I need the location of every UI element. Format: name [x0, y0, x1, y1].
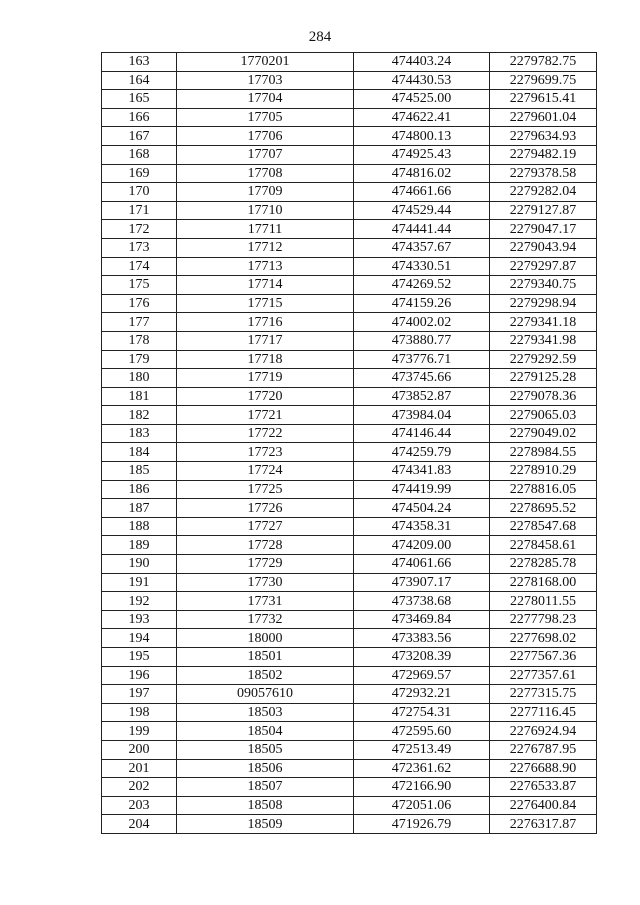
y-coordinate-cell: 2279482.19: [490, 145, 597, 164]
table-row: [102, 183, 597, 202]
row-number-cell: 180: [102, 369, 177, 388]
row-number-cell: 165: [102, 90, 177, 109]
x-coordinate-cell: 474330.51: [354, 257, 490, 276]
point-id-cell: 09057610: [177, 685, 354, 704]
table-row: [102, 648, 597, 667]
table-row: [102, 53, 597, 72]
point-id-cell: 17724: [177, 462, 354, 481]
y-coordinate-cell: 2279601.04: [490, 108, 597, 127]
row-number-cell: 203: [102, 796, 177, 815]
point-id-cell: 17725: [177, 480, 354, 499]
table-row: [102, 108, 597, 127]
point-id-cell: 17704: [177, 90, 354, 109]
row-number-cell: 193: [102, 610, 177, 629]
y-coordinate-cell: 2278168.00: [490, 573, 597, 592]
row-number-cell: 168: [102, 145, 177, 164]
x-coordinate-cell: 472051.06: [354, 796, 490, 815]
y-coordinate-cell: 2276924.94: [490, 722, 597, 741]
x-coordinate-cell: 474269.52: [354, 276, 490, 295]
row-number-cell: 169: [102, 164, 177, 183]
row-number-cell: 174: [102, 257, 177, 276]
y-coordinate-cell: 2279078.36: [490, 387, 597, 406]
y-coordinate-cell: 2279699.75: [490, 71, 597, 90]
table-row: [102, 90, 597, 109]
table-row: [102, 462, 597, 481]
table-row: [102, 443, 597, 462]
y-coordinate-cell: 2279043.94: [490, 238, 597, 257]
table-row: [102, 480, 597, 499]
x-coordinate-cell: 474002.02: [354, 313, 490, 332]
x-coordinate-cell: 473984.04: [354, 406, 490, 425]
point-id-cell: 18000: [177, 629, 354, 648]
table-row: [102, 71, 597, 90]
row-number-cell: 171: [102, 201, 177, 220]
coordinates-table-body: [102, 53, 597, 834]
table-row: [102, 610, 597, 629]
y-coordinate-cell: 2278816.05: [490, 480, 597, 499]
y-coordinate-cell: 2279292.59: [490, 350, 597, 369]
y-coordinate-cell: 2279282.04: [490, 183, 597, 202]
y-coordinate-cell: 2279634.93: [490, 127, 597, 146]
y-coordinate-cell: 2278695.52: [490, 499, 597, 518]
y-coordinate-cell: 2279340.75: [490, 276, 597, 295]
table-row: [102, 350, 597, 369]
point-id-cell: 17723: [177, 443, 354, 462]
row-number-cell: 195: [102, 648, 177, 667]
row-number-cell: 198: [102, 703, 177, 722]
row-number-cell: 199: [102, 722, 177, 741]
row-number-cell: 166: [102, 108, 177, 127]
point-id-cell: 17714: [177, 276, 354, 295]
point-id-cell: 17721: [177, 406, 354, 425]
row-number-cell: 167: [102, 127, 177, 146]
x-coordinate-cell: 473745.66: [354, 369, 490, 388]
row-number-cell: 181: [102, 387, 177, 406]
row-number-cell: 204: [102, 815, 177, 834]
table-row: [102, 127, 597, 146]
x-coordinate-cell: 474529.44: [354, 201, 490, 220]
table-row: [102, 778, 597, 797]
table-row: [102, 666, 597, 685]
y-coordinate-cell: 2279782.75: [490, 53, 597, 72]
table-row: [102, 740, 597, 759]
y-coordinate-cell: 2278547.68: [490, 517, 597, 536]
point-id-cell: 17707: [177, 145, 354, 164]
y-coordinate-cell: 2279378.58: [490, 164, 597, 183]
row-number-cell: 188: [102, 517, 177, 536]
row-number-cell: 186: [102, 480, 177, 499]
point-id-cell: 17713: [177, 257, 354, 276]
y-coordinate-cell: 2279341.18: [490, 313, 597, 332]
y-coordinate-cell: 2278458.61: [490, 536, 597, 555]
row-number-cell: 196: [102, 666, 177, 685]
x-coordinate-cell: 474622.41: [354, 108, 490, 127]
x-coordinate-cell: 474357.67: [354, 238, 490, 257]
x-coordinate-cell: 472361.62: [354, 759, 490, 778]
point-id-cell: 17727: [177, 517, 354, 536]
row-number-cell: 187: [102, 499, 177, 518]
point-id-cell: 17722: [177, 424, 354, 443]
y-coordinate-cell: 2279125.28: [490, 369, 597, 388]
table-row: [102, 294, 597, 313]
table-row: [102, 573, 597, 592]
x-coordinate-cell: 472754.31: [354, 703, 490, 722]
point-id-cell: 17720: [177, 387, 354, 406]
y-coordinate-cell: 2279049.02: [490, 424, 597, 443]
table-row: [102, 592, 597, 611]
row-number-cell: 197: [102, 685, 177, 704]
point-id-cell: 17711: [177, 220, 354, 239]
y-coordinate-cell: 2279127.87: [490, 201, 597, 220]
row-number-cell: 190: [102, 555, 177, 574]
y-coordinate-cell: 2279615.41: [490, 90, 597, 109]
row-number-cell: 172: [102, 220, 177, 239]
table-row: [102, 759, 597, 778]
row-number-cell: 184: [102, 443, 177, 462]
point-id-cell: 17716: [177, 313, 354, 332]
row-number-cell: 192: [102, 592, 177, 611]
x-coordinate-cell: 474358.31: [354, 517, 490, 536]
row-number-cell: 194: [102, 629, 177, 648]
x-coordinate-cell: 474061.66: [354, 555, 490, 574]
row-number-cell: 182: [102, 406, 177, 425]
x-coordinate-cell: 472166.90: [354, 778, 490, 797]
point-id-cell: 18506: [177, 759, 354, 778]
y-coordinate-cell: 2278011.55: [490, 592, 597, 611]
table-row: [102, 387, 597, 406]
y-coordinate-cell: 2277698.02: [490, 629, 597, 648]
point-id-cell: 17710: [177, 201, 354, 220]
y-coordinate-cell: 2278984.55: [490, 443, 597, 462]
table-row: [102, 703, 597, 722]
y-coordinate-cell: 2277798.23: [490, 610, 597, 629]
x-coordinate-cell: 474403.24: [354, 53, 490, 72]
x-coordinate-cell: 474441.44: [354, 220, 490, 239]
point-id-cell: 17706: [177, 127, 354, 146]
x-coordinate-cell: 473776.71: [354, 350, 490, 369]
x-coordinate-cell: 472932.21: [354, 685, 490, 704]
coordinates-table: [101, 52, 597, 834]
x-coordinate-cell: 473880.77: [354, 331, 490, 350]
table-row: [102, 220, 597, 239]
table-row: [102, 424, 597, 443]
point-id-cell: 17726: [177, 499, 354, 518]
point-id-cell: 17718: [177, 350, 354, 369]
row-number-cell: 179: [102, 350, 177, 369]
x-coordinate-cell: 474259.79: [354, 443, 490, 462]
x-coordinate-cell: 474341.83: [354, 462, 490, 481]
y-coordinate-cell: 2276688.90: [490, 759, 597, 778]
x-coordinate-cell: 473852.87: [354, 387, 490, 406]
row-number-cell: 189: [102, 536, 177, 555]
row-number-cell: 170: [102, 183, 177, 202]
table-row: [102, 499, 597, 518]
x-coordinate-cell: 472969.57: [354, 666, 490, 685]
table-row: [102, 369, 597, 388]
table-row: [102, 722, 597, 741]
y-coordinate-cell: 2276317.87: [490, 815, 597, 834]
row-number-cell: 201: [102, 759, 177, 778]
point-id-cell: 18507: [177, 778, 354, 797]
row-number-cell: 164: [102, 71, 177, 90]
table-row: [102, 331, 597, 350]
table-row: [102, 629, 597, 648]
y-coordinate-cell: 2277357.61: [490, 666, 597, 685]
x-coordinate-cell: 474800.13: [354, 127, 490, 146]
y-coordinate-cell: 2279065.03: [490, 406, 597, 425]
point-id-cell: 17703: [177, 71, 354, 90]
x-coordinate-cell: 473738.68: [354, 592, 490, 611]
y-coordinate-cell: 2277567.36: [490, 648, 597, 667]
y-coordinate-cell: 2278285.78: [490, 555, 597, 574]
row-number-cell: 185: [102, 462, 177, 481]
table-row: [102, 796, 597, 815]
table-row: [102, 145, 597, 164]
x-coordinate-cell: 472595.60: [354, 722, 490, 741]
x-coordinate-cell: 474816.02: [354, 164, 490, 183]
x-coordinate-cell: 474419.99: [354, 480, 490, 499]
point-id-cell: 17730: [177, 573, 354, 592]
point-id-cell: 17729: [177, 555, 354, 574]
table-row: [102, 815, 597, 834]
table-row: [102, 238, 597, 257]
x-coordinate-cell: 474146.44: [354, 424, 490, 443]
y-coordinate-cell: 2279341.98: [490, 331, 597, 350]
row-number-cell: 176: [102, 294, 177, 313]
row-number-cell: 200: [102, 740, 177, 759]
table-row: [102, 536, 597, 555]
point-id-cell: 18505: [177, 740, 354, 759]
point-id-cell: 17731: [177, 592, 354, 611]
point-id-cell: 18509: [177, 815, 354, 834]
point-id-cell: 17717: [177, 331, 354, 350]
table-row: [102, 555, 597, 574]
y-coordinate-cell: 2276787.95: [490, 740, 597, 759]
table-row: [102, 257, 597, 276]
x-coordinate-cell: 473469.84: [354, 610, 490, 629]
table-row: [102, 406, 597, 425]
row-number-cell: 163: [102, 53, 177, 72]
table-row: [102, 276, 597, 295]
page-number: 284: [308, 29, 332, 45]
point-id-cell: 17728: [177, 536, 354, 555]
y-coordinate-cell: 2279298.94: [490, 294, 597, 313]
row-number-cell: 173: [102, 238, 177, 257]
table-row: [102, 685, 597, 704]
y-coordinate-cell: 2276400.84: [490, 796, 597, 815]
x-coordinate-cell: 474504.24: [354, 499, 490, 518]
y-coordinate-cell: 2276533.87: [490, 778, 597, 797]
row-number-cell: 202: [102, 778, 177, 797]
x-coordinate-cell: 471926.79: [354, 815, 490, 834]
y-coordinate-cell: 2277315.75: [490, 685, 597, 704]
table-row: [102, 164, 597, 183]
x-coordinate-cell: 474209.00: [354, 536, 490, 555]
point-id-cell: 17719: [177, 369, 354, 388]
x-coordinate-cell: 474925.43: [354, 145, 490, 164]
row-number-cell: 178: [102, 331, 177, 350]
point-id-cell: 17708: [177, 164, 354, 183]
table-row: [102, 201, 597, 220]
x-coordinate-cell: 473208.39: [354, 648, 490, 667]
row-number-cell: 175: [102, 276, 177, 295]
point-id-cell: 18502: [177, 666, 354, 685]
x-coordinate-cell: 473383.56: [354, 629, 490, 648]
table-row: [102, 313, 597, 332]
x-coordinate-cell: 474430.53: [354, 71, 490, 90]
y-coordinate-cell: 2278910.29: [490, 462, 597, 481]
y-coordinate-cell: 2277116.45: [490, 703, 597, 722]
x-coordinate-cell: 473907.17: [354, 573, 490, 592]
point-id-cell: 17712: [177, 238, 354, 257]
x-coordinate-cell: 472513.49: [354, 740, 490, 759]
y-coordinate-cell: 2279297.87: [490, 257, 597, 276]
x-coordinate-cell: 474159.26: [354, 294, 490, 313]
point-id-cell: 17715: [177, 294, 354, 313]
row-number-cell: 191: [102, 573, 177, 592]
point-id-cell: 1770201: [177, 53, 354, 72]
table-row: [102, 517, 597, 536]
point-id-cell: 17732: [177, 610, 354, 629]
point-id-cell: 18508: [177, 796, 354, 815]
row-number-cell: 177: [102, 313, 177, 332]
point-id-cell: 18503: [177, 703, 354, 722]
point-id-cell: 18504: [177, 722, 354, 741]
point-id-cell: 17705: [177, 108, 354, 127]
x-coordinate-cell: 474525.00: [354, 90, 490, 109]
y-coordinate-cell: 2279047.17: [490, 220, 597, 239]
point-id-cell: 18501: [177, 648, 354, 667]
row-number-cell: 183: [102, 424, 177, 443]
x-coordinate-cell: 474661.66: [354, 183, 490, 202]
point-id-cell: 17709: [177, 183, 354, 202]
